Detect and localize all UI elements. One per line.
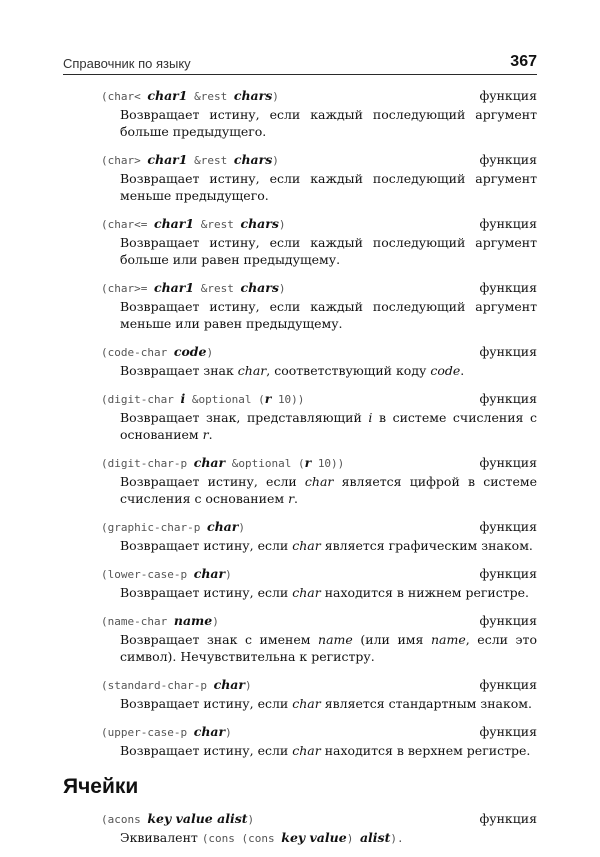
text: (или имя [352, 632, 431, 647]
function-entry [63, 389, 537, 443]
arg-ref: code [430, 363, 461, 378]
fn-name: (char> [101, 154, 141, 167]
page-content [63, 86, 537, 857]
function-entry [63, 150, 537, 204]
signature [63, 722, 537, 742]
text: Возвращает истину, если каждый последующий аргумент меньше или равен предыдущему. [120, 299, 537, 331]
signature [63, 278, 537, 298]
text: , соответствующий коду [266, 363, 431, 378]
description [120, 234, 537, 268]
arg: char1 [153, 216, 195, 231]
arg-ref: r [288, 491, 295, 506]
fn-name: (acons [101, 813, 141, 826]
function-entry [63, 278, 537, 332]
arg: chars [240, 280, 279, 295]
kind-label: функция [479, 280, 537, 295]
kind-label: функция [479, 455, 537, 470]
kind-label: функция [479, 152, 537, 167]
signature [63, 453, 537, 473]
lambda-keyword: &rest [200, 282, 234, 295]
signature [63, 389, 537, 409]
close-paren: ) [244, 679, 252, 692]
fn-name: (graphic-char-p [101, 521, 201, 534]
description [120, 106, 537, 140]
args: key value alist [147, 811, 248, 826]
arg: char1 [147, 88, 188, 103]
close-paren: ) [212, 615, 219, 628]
kind-label: функция [479, 519, 537, 534]
function-list [63, 86, 537, 759]
description [120, 695, 537, 712]
signature [63, 517, 537, 537]
description [120, 742, 537, 759]
arg: chars [233, 88, 273, 103]
signature [63, 564, 537, 584]
section-title: Ячейки [63, 775, 139, 798]
arg: char1 [153, 280, 195, 295]
description [120, 537, 537, 554]
text: находится в нижнем регистре. [320, 585, 530, 600]
arg-ref: char [237, 363, 267, 378]
lambda-keyword: &rest [194, 154, 228, 167]
text: . [460, 363, 465, 378]
lambda-keyword: &optional ( [231, 457, 305, 470]
page-number: 367 [510, 53, 537, 70]
text: в системе счисления с основанием [120, 410, 537, 442]
fn-name: (char< [101, 90, 141, 103]
function-entry [63, 722, 537, 759]
arg: code [173, 344, 207, 359]
arg: char [193, 455, 226, 470]
close-paren: ) [225, 726, 232, 739]
fn-name: (upper-case-p [101, 726, 188, 739]
text: Возвращает знак [120, 363, 238, 378]
fn-name: (lower-case-p [101, 568, 188, 581]
description: Эквивалент (cons (cons key value) alist). [120, 830, 404, 845]
arg: chars [240, 216, 279, 231]
lambda-keyword: &optional ( [191, 393, 265, 406]
text: находится в верхнем регистре. [320, 743, 531, 758]
running-title: Справочник по языку [63, 56, 191, 71]
function-entry [63, 611, 537, 665]
kind-label: функция [479, 613, 537, 628]
text: является стандартным знаком. [320, 696, 533, 711]
close-paren: ) [247, 813, 255, 826]
text: Возвращает знак с именем [120, 632, 319, 647]
kind-label: функция [479, 344, 537, 359]
close-paren: 10)) [317, 457, 345, 470]
signature [63, 150, 537, 170]
text: Возвращает истину, если [120, 696, 293, 711]
arg-ref: r [202, 427, 209, 442]
arg-ref: char [292, 743, 321, 758]
arg-ref: char [292, 538, 321, 553]
description [120, 409, 537, 443]
text: является цифрой в системе счисления с основанием [120, 474, 537, 506]
close-paren: ) [272, 154, 279, 167]
arg: r [264, 391, 272, 406]
arg: r [304, 455, 312, 470]
arg: char [206, 519, 239, 534]
arg: char [193, 566, 226, 581]
kind-label: функция [479, 677, 537, 692]
fn-name: (digit-char-p [101, 457, 188, 470]
arg-ref: i [368, 410, 373, 425]
function-entry [63, 86, 537, 140]
kind-label: функция [479, 216, 537, 231]
running-header [63, 52, 537, 75]
text: является графическим знаком. [320, 538, 533, 553]
function-entry [63, 453, 537, 507]
text: Возвращает истину, если [120, 743, 293, 758]
fn-name: (char>= [101, 282, 148, 295]
lambda-keyword: &rest [200, 218, 234, 231]
text: Возвращает истину, если каждый последующий аргумент больше предыдущего. [120, 107, 537, 139]
kind-label: функция [479, 391, 537, 406]
fn-name: (code-char [101, 346, 168, 359]
entry-acons [63, 809, 537, 847]
close-paren: ) [278, 282, 286, 295]
text: Возвращает истину, если [120, 585, 293, 600]
close-paren: ) [272, 90, 279, 103]
description [120, 473, 537, 507]
text: . [294, 491, 299, 506]
arg: char1 [147, 152, 188, 167]
kind-label: функция [479, 566, 537, 581]
kind-label: функция [479, 88, 537, 103]
text: Возвращает истину, если [120, 474, 305, 489]
arg-ref: name [318, 632, 353, 647]
function-entry [63, 342, 537, 379]
kind-label: функция [479, 811, 537, 826]
arg-ref: name [430, 632, 466, 647]
close-paren: ) [225, 568, 232, 581]
text: Возвращает истину, если каждый последующий аргумент больше или равен предыдущему. [120, 235, 537, 267]
signature [63, 86, 537, 106]
arg: char [193, 724, 226, 739]
fn-name: (char<= [101, 218, 148, 231]
arg: i [180, 391, 186, 406]
fn-name: (digit-char [101, 393, 174, 406]
description [120, 170, 537, 204]
function-entry [63, 675, 537, 712]
close-paren: ) [238, 521, 245, 534]
description [120, 362, 537, 379]
signature [63, 675, 537, 695]
lambda-keyword: &rest [194, 90, 228, 103]
text: Возвращает знак, представляющий [120, 410, 369, 425]
function-entry [63, 214, 537, 268]
signature [63, 214, 537, 234]
function-entry [63, 517, 537, 554]
signature [63, 611, 537, 631]
kind-label: функция [479, 724, 537, 739]
function-entry [63, 564, 537, 601]
signature [63, 342, 537, 362]
arg: name [173, 613, 213, 628]
text: , если это символ). Нечувствительна к регистру. [120, 632, 537, 664]
arg-ref: char [292, 585, 321, 600]
fn-name: (standard-char-p [101, 679, 207, 692]
description [120, 631, 537, 665]
signature [63, 809, 537, 829]
arg: chars [233, 152, 273, 167]
description [120, 298, 537, 332]
text: Возвращает истину, если каждый последующий аргумент меньше предыдущего. [120, 171, 537, 203]
close-paren: ) [206, 346, 214, 359]
arg-ref: char [292, 696, 321, 711]
arg-ref: char [304, 474, 334, 489]
text: . [208, 427, 213, 442]
text: Возвращает истину, если [120, 538, 293, 553]
close-paren: 10)) [277, 393, 305, 406]
description [120, 584, 537, 601]
arg: char [213, 677, 245, 692]
fn-name: (name-char [101, 615, 168, 628]
close-paren: ) [278, 218, 286, 231]
